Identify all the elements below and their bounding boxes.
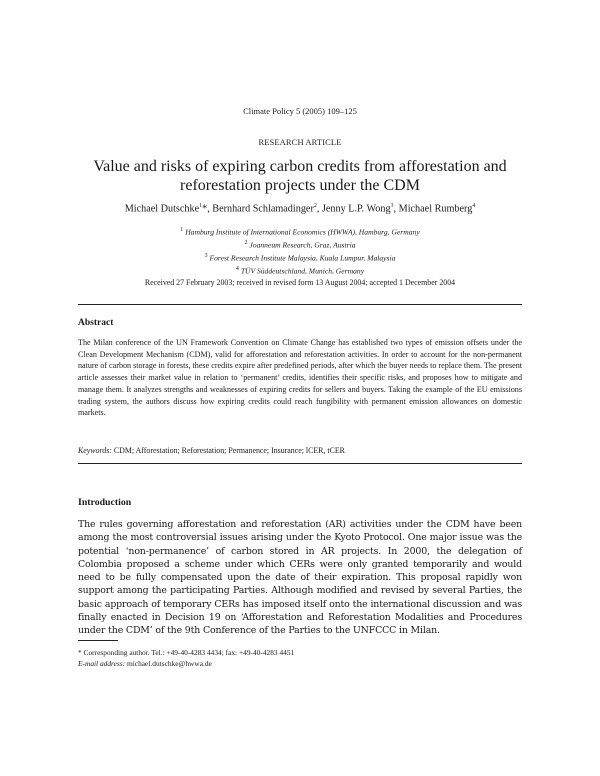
- keywords-value: CDM; Afforestation; Reforestation; Permanence; Insurance; lCER, tCER: [111, 446, 345, 455]
- affiliation-number: 1: [180, 227, 184, 233]
- affiliation-marker: 1: [199, 203, 203, 209]
- keywords-line: [78, 446, 522, 455]
- footnote-divider: [78, 640, 118, 641]
- author-list: [0, 203, 600, 214]
- divider: [78, 304, 522, 305]
- affiliation-line: [0, 251, 600, 264]
- article-type-label: RESEARCH ARTICLE: [258, 137, 342, 147]
- keywords-label: Keywords:: [78, 446, 112, 455]
- author-name: Michael Dutschke: [124, 203, 200, 215]
- affiliation-text: TÜV Süddeutschland, Munich, Germany: [238, 266, 365, 276]
- email-label: E-mail address:: [78, 659, 126, 668]
- author-name: Jenny L.P. Wong: [321, 203, 391, 215]
- introduction-text: The rules governing afforestation and reforestation (AR) activities under the CDM have been among the most controversial issues arising under the Kyoto Protocol. One major issue was the potential ‘non-permanence’ of carbon stored in AR projects. In 2000, the delegation of Colombia proposed a scheme under which CERs were only granted temporarily and would need to be fully compensated upon the date of their expiration. This proposal rapidly won support among the participating Parties. Although modified and revised by several Parties, the basic approach of temporary CERs has imposed itself onto the international discussion and was finally enacted in Decision 19 on ‘Afforestation and Reforestation Modalities and Procedures under the CDM’ of the 9th Conference of the Parties to the UNFCCC in Milan.: [78, 519, 522, 637]
- affiliation-line: [0, 264, 600, 277]
- divider: [78, 463, 522, 464]
- affiliation-list: [0, 225, 600, 278]
- affiliation-line: [0, 225, 600, 238]
- author-separator: ,: [207, 203, 213, 215]
- affiliation-marker: 3: [390, 203, 394, 209]
- author-separator: ,: [393, 203, 399, 215]
- affiliation-text: Joanneum Research, Graz, Austria: [247, 240, 356, 250]
- corresponding-marker: *: [202, 203, 208, 215]
- author-separator: ,: [316, 203, 322, 215]
- article-title: Value and risks of expiring carbon credits from afforestation and reforestation projects under the CDM: [93, 158, 507, 194]
- affiliation-marker: 4: [472, 203, 476, 209]
- corresponding-author-footnote: * Corresponding author. Tel.: +49-40-4283 4434; fax: +49-40-4283 4451: [78, 648, 295, 657]
- affiliation-marker: 2: [313, 203, 317, 209]
- author-name: Michael Rumberg: [398, 203, 473, 215]
- email-address[interactable]: michael.dutschke@hwwa.de: [125, 659, 212, 668]
- abstract-heading: Abstract: [78, 318, 114, 328]
- introduction-heading: Introduction: [78, 497, 132, 508]
- journal-citation: Climate Policy 5 (2005) 109–125: [243, 106, 357, 116]
- article-dates: Received 27 February 2003; received in revised form 13 August 2004; accepted 1 December 2004: [144, 278, 456, 287]
- email-footnote: [78, 659, 212, 668]
- affiliation-number: 3: [204, 253, 208, 260]
- affiliation-text: Hamburg Institute of International Economics (HWWA), Hamburg, Germany: [183, 227, 420, 237]
- affiliation-line: [0, 238, 600, 251]
- abstract-text: The Milan conference of the UN Framework Convention on Climate Change has established two types of emission offsets under the Clean Development Mechanism (CDM), valid for afforestation and reforestation activities. In order to account for the non-permanent nature of carbon storage in forests, these credits expire after predefined periods, after which the buyer needs to replace them. The present article assesses their market value in relation to ‘permanent’ credits, identifies their specific risks, and proposes how to mitigate and manage them. It analyzes strengths and weaknesses of expiring credits for sellers and buyers. Taking the example of the EU emissions trading system, the authors discuss how expiring credits could reach fungibility with permanent emission allowances on domestic markets.: [78, 338, 522, 418]
- author-name: Bernhard Schlamadinger: [212, 203, 314, 215]
- affiliation-text: Forest Research Institute Malaysia, Kuala Lumpur, Malaysia: [207, 253, 396, 263]
- affiliation-number: 2: [244, 240, 248, 247]
- affiliation-number: 4: [235, 266, 239, 273]
